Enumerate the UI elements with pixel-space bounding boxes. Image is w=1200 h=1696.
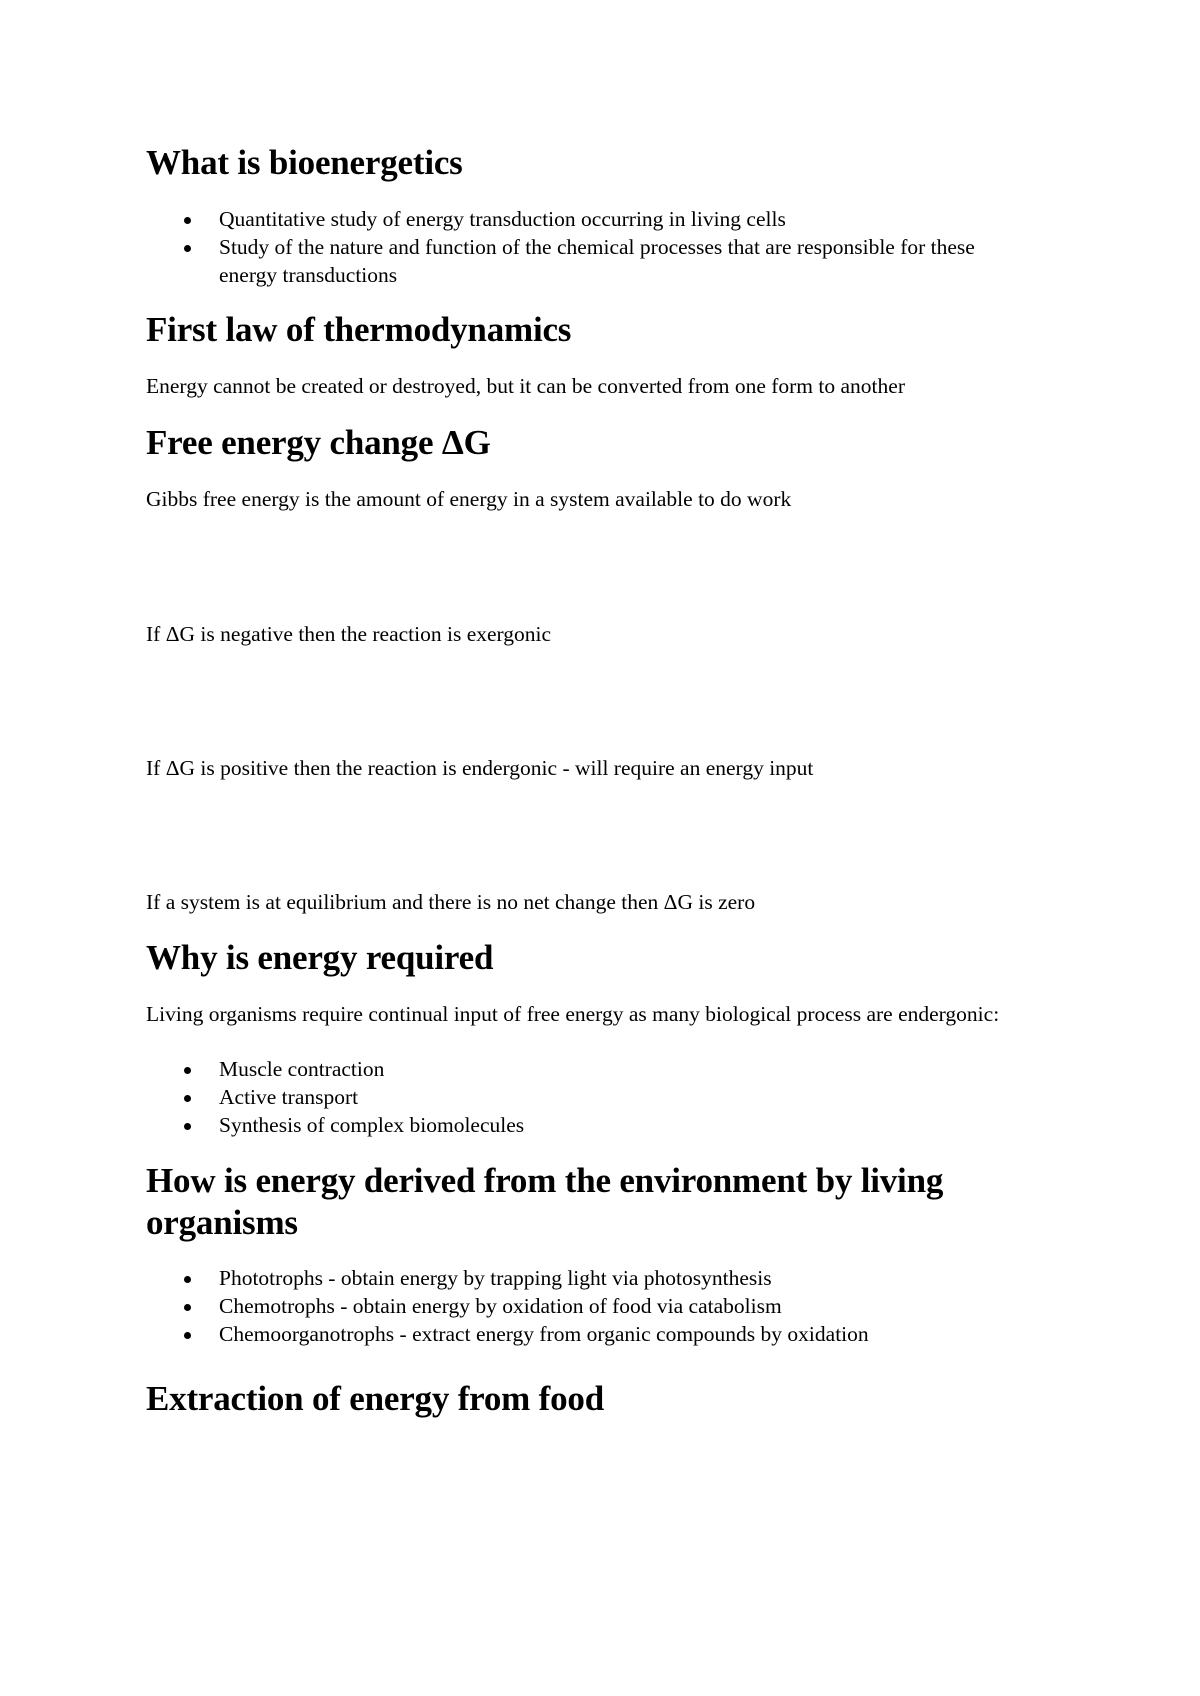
bullet-icon (184, 1276, 191, 1283)
list-item-text: Study of the nature and function of the chemical processes that are responsible for these energy transductions (219, 235, 975, 287)
list-item-text: Phototrophs - obtain energy by trapping light via photosynthesis (219, 1266, 772, 1290)
paragraph: Living organisms require continual input of free energy as many biological process are endergonic: (146, 1002, 1000, 1026)
bullet-icon (184, 1332, 191, 1339)
document-body (146, 142, 1046, 1420)
bullet-icon (184, 1304, 191, 1311)
list-item (146, 205, 1046, 233)
bullet-list (146, 1264, 1046, 1348)
list-item (146, 1264, 1046, 1292)
bullet-list (146, 1055, 1046, 1139)
list-item (146, 233, 1046, 289)
bullet-icon (184, 217, 191, 224)
paragraph: If ΔG is negative then the reaction is exergonic (146, 622, 552, 646)
bullet-icon (184, 245, 191, 252)
paragraph: Gibbs free energy is the amount of energy in a system available to do work (146, 487, 792, 511)
bullet-list (146, 205, 1046, 289)
list-item (146, 1292, 1046, 1320)
bullet-icon (184, 1123, 191, 1130)
heading-what-is-bioenergetics: What is bioenergetics (146, 143, 463, 182)
heading-free-energy-change: Free energy change ΔG (146, 423, 491, 462)
list-item-text: Muscle contraction (219, 1057, 385, 1081)
list-item-text: Chemotrophs - obtain energy by oxidation of food via catabolism (219, 1294, 782, 1318)
list-item (146, 1055, 1046, 1083)
list-item (146, 1083, 1046, 1111)
heading-extraction-of-energy: Extraction of energy from food (146, 1379, 604, 1418)
paragraph: If a system is at equilibrium and there is no net change then ΔG is zero (146, 890, 756, 914)
bullet-icon (184, 1067, 191, 1074)
list-item-text: Chemoorganotrophs - extract energy from organic compounds by oxidation (219, 1322, 869, 1346)
list-item-text: Active transport (219, 1085, 359, 1109)
heading-why-energy-required: Why is energy required (146, 938, 494, 977)
list-item (146, 1320, 1046, 1348)
list-item-text: Quantitative study of energy transduction occurring in living cells (219, 207, 786, 231)
list-item (146, 1111, 1046, 1139)
list-item-text: Synthesis of complex biomolecules (219, 1113, 525, 1137)
paragraph: Energy cannot be created or destroyed, but it can be converted from one form to another (146, 374, 905, 398)
bullet-icon (184, 1095, 191, 1102)
paragraph: If ΔG is positive then the reaction is endergonic - will require an energy input (146, 756, 814, 780)
heading-how-energy-derived: How is energy derived from the environment by living organisms (146, 1161, 944, 1242)
heading-first-law: First law of thermodynamics (146, 310, 572, 349)
